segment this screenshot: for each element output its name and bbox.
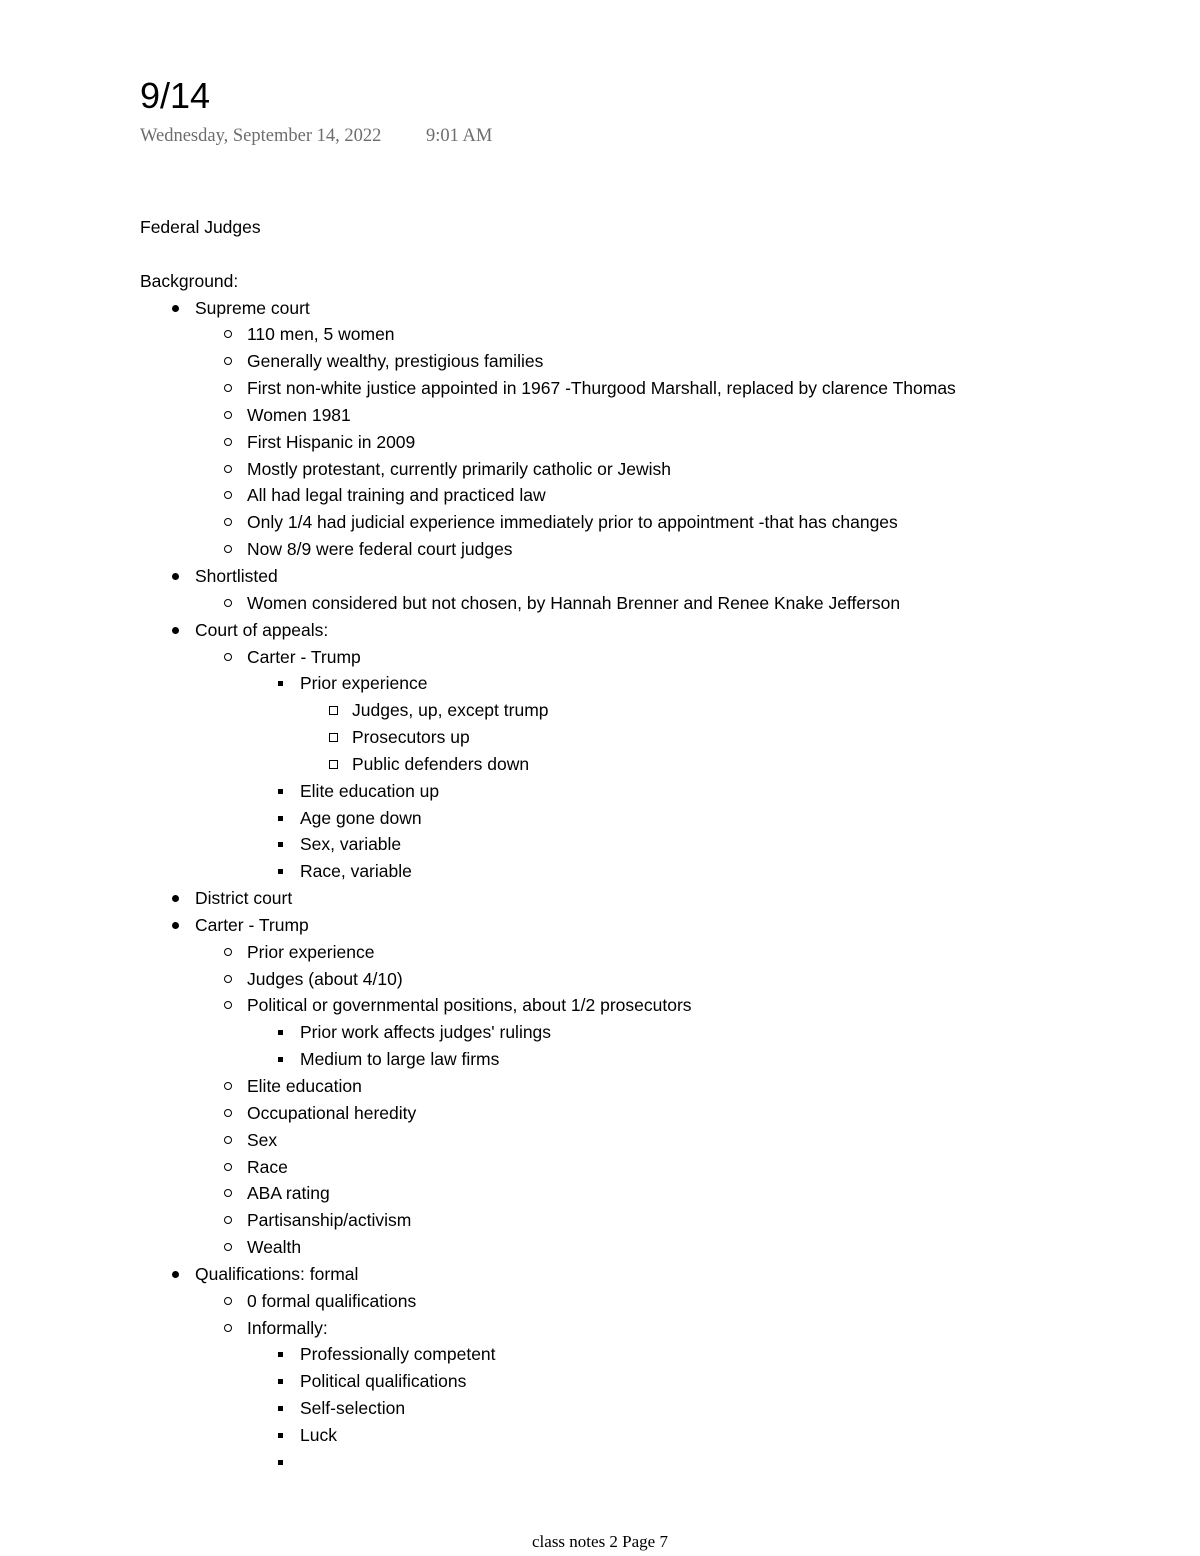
list-item (140, 321, 1140, 348)
list-item (140, 1422, 1140, 1449)
disc-bullet-icon (168, 617, 188, 644)
list-item-text: Sex, variable (300, 834, 402, 855)
list-item (140, 858, 1140, 885)
circle-bullet-icon (220, 1100, 240, 1127)
list-item-text: Partisanship/activism (247, 1210, 412, 1231)
list-item-text: Informally: (247, 1317, 328, 1338)
list-item-text: Shortlisted (195, 565, 278, 586)
list-item-text: Political qualifications (300, 1371, 467, 1392)
list-item (140, 778, 1140, 805)
list-item (140, 1261, 1140, 1288)
note-paragraph (140, 241, 1140, 268)
disc-bullet-icon (168, 563, 188, 590)
list-item-text: Women 1981 (247, 404, 351, 425)
list-item (140, 751, 1140, 778)
list-item-text: Now 8/9 were federal court judges (247, 539, 513, 560)
list-item (140, 375, 1140, 402)
list-item-text: Sex (247, 1129, 278, 1150)
disc-bullet-icon (168, 912, 188, 939)
list-item-text: Judges, up, except trump (352, 700, 549, 721)
list-item (140, 1315, 1140, 1342)
list-item-text: Prior work affects judges' rulings (300, 1022, 552, 1043)
circle-bullet-icon (220, 456, 240, 483)
square-bullet-icon (273, 1395, 293, 1422)
square-bullet-icon (273, 778, 293, 805)
list-item-text: Supreme court (195, 297, 310, 318)
page-footer: class notes 2 Page 7 (532, 1532, 668, 1551)
circle-bullet-icon (220, 429, 240, 456)
list-item (140, 456, 1140, 483)
list-item-text: 110 men, 5 women (247, 324, 395, 345)
list-item-text: First Hispanic in 2009 (247, 431, 416, 452)
list-item-text: Carter - Trump (247, 646, 361, 667)
square-bullet-icon (273, 1341, 293, 1368)
circle-bullet-icon (220, 644, 240, 671)
circle-bullet-icon (220, 402, 240, 429)
square-bullet-icon (273, 1046, 293, 1073)
list-item (140, 1127, 1140, 1154)
note-outline (140, 241, 1140, 1476)
list-item (140, 670, 1140, 697)
list-item-text: Age gone down (300, 807, 422, 828)
note-heading-text: Federal Judges (140, 217, 261, 237)
square-bullet-icon (273, 805, 293, 832)
circle-bullet-icon (220, 939, 240, 966)
circle-bullet-icon (220, 590, 240, 617)
square-bullet-icon (273, 831, 293, 858)
circle-bullet-icon (220, 536, 240, 563)
disc-bullet-icon (168, 295, 188, 322)
square-bullet-icon (273, 1019, 293, 1046)
circle-bullet-icon (220, 1154, 240, 1181)
list-item-text: ABA rating (247, 1183, 330, 1204)
list-item-text: 0 formal qualifications (247, 1290, 417, 1311)
list-item (140, 912, 1140, 939)
list-item-text: Self-selection (300, 1398, 406, 1419)
note-body[interactable] (140, 214, 1140, 1476)
list-item-text: First non-white justice appointed in 1967 -Thurgood Marshall, replaced by clarence Thomas (247, 378, 956, 399)
list-item (140, 1449, 1140, 1476)
list-item (140, 348, 1140, 375)
list-item (140, 1288, 1140, 1315)
list-item-text: Elite education up (300, 780, 440, 801)
square-bullet-icon (273, 858, 293, 885)
list-item (140, 429, 1140, 456)
list-item-text: Political or governmental positions, about 1/2 prosecutors (247, 995, 692, 1016)
list-item (140, 536, 1140, 563)
list-item (140, 1234, 1140, 1261)
list-item-text: Elite education (247, 1076, 362, 1096)
list-item-text: Prior experience (247, 941, 375, 962)
list-item-text: Race, variable (300, 861, 412, 882)
note-heading (140, 214, 1140, 241)
circle-bullet-icon (220, 1207, 240, 1234)
list-item (140, 831, 1140, 858)
list-item (140, 939, 1140, 966)
list-item-text: Background: (140, 270, 239, 291)
circle-bullet-icon (220, 992, 240, 1019)
circle-bullet-icon (220, 375, 240, 402)
list-item-text: Medium to large law firms (300, 1049, 500, 1070)
circle-bullet-icon (220, 1127, 240, 1154)
list-item-text: Public defenders down (352, 753, 530, 774)
circle-bullet-icon (220, 1234, 240, 1261)
list-item (140, 482, 1140, 509)
list-item-text: Race (247, 1156, 288, 1177)
list-item (140, 992, 1140, 1019)
square-bullet-icon (273, 1449, 293, 1476)
circle-bullet-icon (220, 1288, 240, 1315)
list-item (140, 402, 1140, 429)
hollow-square-bullet-icon (325, 724, 345, 751)
list-item-text: Women considered but not chosen, by Hannah Brenner and Renee Knake Jefferson (247, 592, 901, 613)
list-item (140, 1100, 1140, 1127)
disc-bullet-icon (168, 1261, 188, 1288)
list-item (140, 885, 1140, 912)
list-item (140, 724, 1140, 751)
list-item (140, 590, 1140, 617)
disc-bullet-icon (168, 885, 188, 912)
list-item (140, 295, 1140, 322)
circle-bullet-icon (220, 348, 240, 375)
list-item (140, 805, 1140, 832)
page-title: 9/14 (140, 75, 211, 116)
square-bullet-icon (273, 1422, 293, 1449)
list-item (140, 509, 1140, 536)
list-item-text: Mostly protestant, currently primarily catholic or Jewish (247, 458, 672, 479)
list-item (140, 1046, 1140, 1073)
circle-bullet-icon (220, 509, 240, 536)
list-item (140, 697, 1140, 724)
hollow-square-bullet-icon (325, 697, 345, 724)
hollow-square-bullet-icon (325, 751, 345, 778)
list-item-text: Occupational heredity (247, 1102, 417, 1123)
list-item (140, 1073, 1140, 1100)
list-item (140, 617, 1140, 644)
list-item-text: Prior experience (300, 673, 428, 694)
list-item-text: Judges (about 4/10) (247, 968, 403, 989)
list-item-text: Generally wealthy, prestigious families (247, 351, 544, 372)
circle-bullet-icon (220, 1073, 240, 1100)
list-item-text: All had legal training and practiced law (247, 485, 546, 506)
list-item (140, 966, 1140, 993)
circle-bullet-icon (220, 966, 240, 993)
list-item-text: Professionally competent (300, 1344, 496, 1365)
page-metadata (140, 126, 492, 147)
list-item-text: Court of appeals: (195, 619, 329, 640)
list-item (140, 1180, 1140, 1207)
square-bullet-icon (273, 1368, 293, 1395)
list-item-text: Prosecutors up (352, 727, 470, 748)
circle-bullet-icon (220, 321, 240, 348)
list-item (140, 1368, 1140, 1395)
circle-bullet-icon (220, 1315, 240, 1342)
list-item (140, 1154, 1140, 1181)
list-item (140, 644, 1140, 671)
list-item (140, 1207, 1140, 1234)
list-item-text: Qualifications: formal (195, 1263, 359, 1284)
list-item-text: Carter - Trump (195, 914, 309, 935)
list-item-text: Wealth (247, 1237, 302, 1258)
square-bullet-icon (273, 670, 293, 697)
note-paragraph (140, 268, 1140, 295)
page-time: 9:01 AM (425, 126, 493, 146)
list-item (140, 563, 1140, 590)
list-item-text: District court (195, 888, 293, 909)
circle-bullet-icon (220, 482, 240, 509)
circle-bullet-icon (220, 1180, 240, 1207)
page-date: Wednesday, September 14, 2022 (140, 126, 382, 146)
list-item-text: Only 1/4 had judicial experience immediately prior to appointment -that has changes (247, 512, 898, 533)
list-item-text: Luck (300, 1424, 337, 1445)
list-item (140, 1019, 1140, 1046)
list-item (140, 1341, 1140, 1368)
list-item (140, 1395, 1140, 1422)
